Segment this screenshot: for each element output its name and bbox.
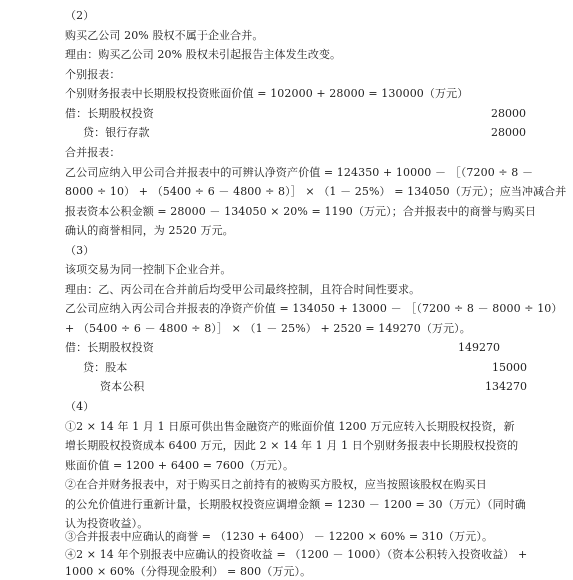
text-line: ③合并报表中应确认的商誉 = （1230 + 6400） － 12200 × 60% = 310（万元）。 [65,530,494,543]
journal-amount: 15000 [492,361,527,374]
text-line: 确认的商誉相同，为 2520 万元。 [65,224,234,237]
journal-credit: 贷：股本 [83,361,128,374]
text-line: 乙公司应纳入甲公司合并报表中的可辨认净资产价值 = 124350 + 10000 － ［（7200 ÷ 8 － [65,166,534,179]
text-line: 报表资本公积金额 = 28000 － 134050 × 20% = 1190（万元）；合并报表中的商誉与购买日 [65,205,537,218]
text-line: 合并报表： [65,146,121,159]
section-2-heading: （2） [65,9,95,22]
text-line: 个别财务报表中长期股权投资账面价值 = 102000 + 28000 = 130000（万元） [65,87,469,100]
text-line: 该项交易为同一控制下企业合并。 [65,263,232,276]
journal-debit: 借：长期股权投资 [65,341,154,354]
text-line: 8000 ÷ 10） + （5400 ÷ 6 － 4800 ÷ 8）］ × （1 － 25%） = 134050（万元）；应当冲减合并 [65,185,567,198]
text-line: ④2 × 14 年个别报表中应确认的投资收益 = （1200 － 1000）（资本公积转入投资收益） + [65,548,528,561]
text-line: 理由：购买乙公司 20% 股权未引起报告主体发生改变。 [65,48,342,61]
text-line: 增长期股权投资成本 6400 万元，因此 2 × 14 年 1 月 1 日个别财务报表中长期股权投资的 [65,439,519,452]
text-line: 购买乙公司 20% 股权不属于企业合并。 [65,29,264,42]
journal-amount: 149270 [458,341,500,354]
journal-credit: 贷：银行存款 [83,126,150,139]
journal-amount: 134270 [485,380,527,393]
text-line: 个别报表： [65,68,121,81]
journal-debit: 借：长期股权投资 [65,107,154,120]
section-3-heading: （3） [65,244,95,257]
text-line: ②在合并财务报表中，对于购买日之前持有的被购买方股权，应当按照该股权在购买日 [65,478,487,491]
text-line: 理由：乙、丙公司在合并前后均受甲公司最终控制，且符合时间性要求。 [65,283,421,296]
text-line: 1000 × 60%（分得现金股利） = 800（万元）。 [65,565,312,578]
section-4-heading: （4） [65,400,95,413]
text-line: 的公允价值进行重新计量，长期股权投资应调增金额 = 1230 － 1200 = 30（万元）（同时确 [65,498,526,511]
text-line: ①2 × 14 年 1 月 1 日原可供出售金融资产的账面价值 1200 万元应转入长期股权投资，新 [65,420,515,433]
journal-amount: 28000 [491,107,526,120]
text-line: + （5400 ÷ 6 － 4800 ÷ 8）］ × （1 － 25%） + 2520 = 149270（万元）。 [65,322,471,335]
text-line: 账面价值 = 1200 + 6400 = 7600（万元）。 [65,459,295,472]
journal-credit: 资本公积 [100,380,145,393]
text-line: 乙公司应纳入丙公司合并报表的净资产价值 = 134050 + 13000 － ［（7200 ÷ 8 － 8000 ÷ 10） [65,302,563,315]
journal-amount: 28000 [491,126,526,139]
text-line: 认为投资收益）。 [65,517,149,530]
